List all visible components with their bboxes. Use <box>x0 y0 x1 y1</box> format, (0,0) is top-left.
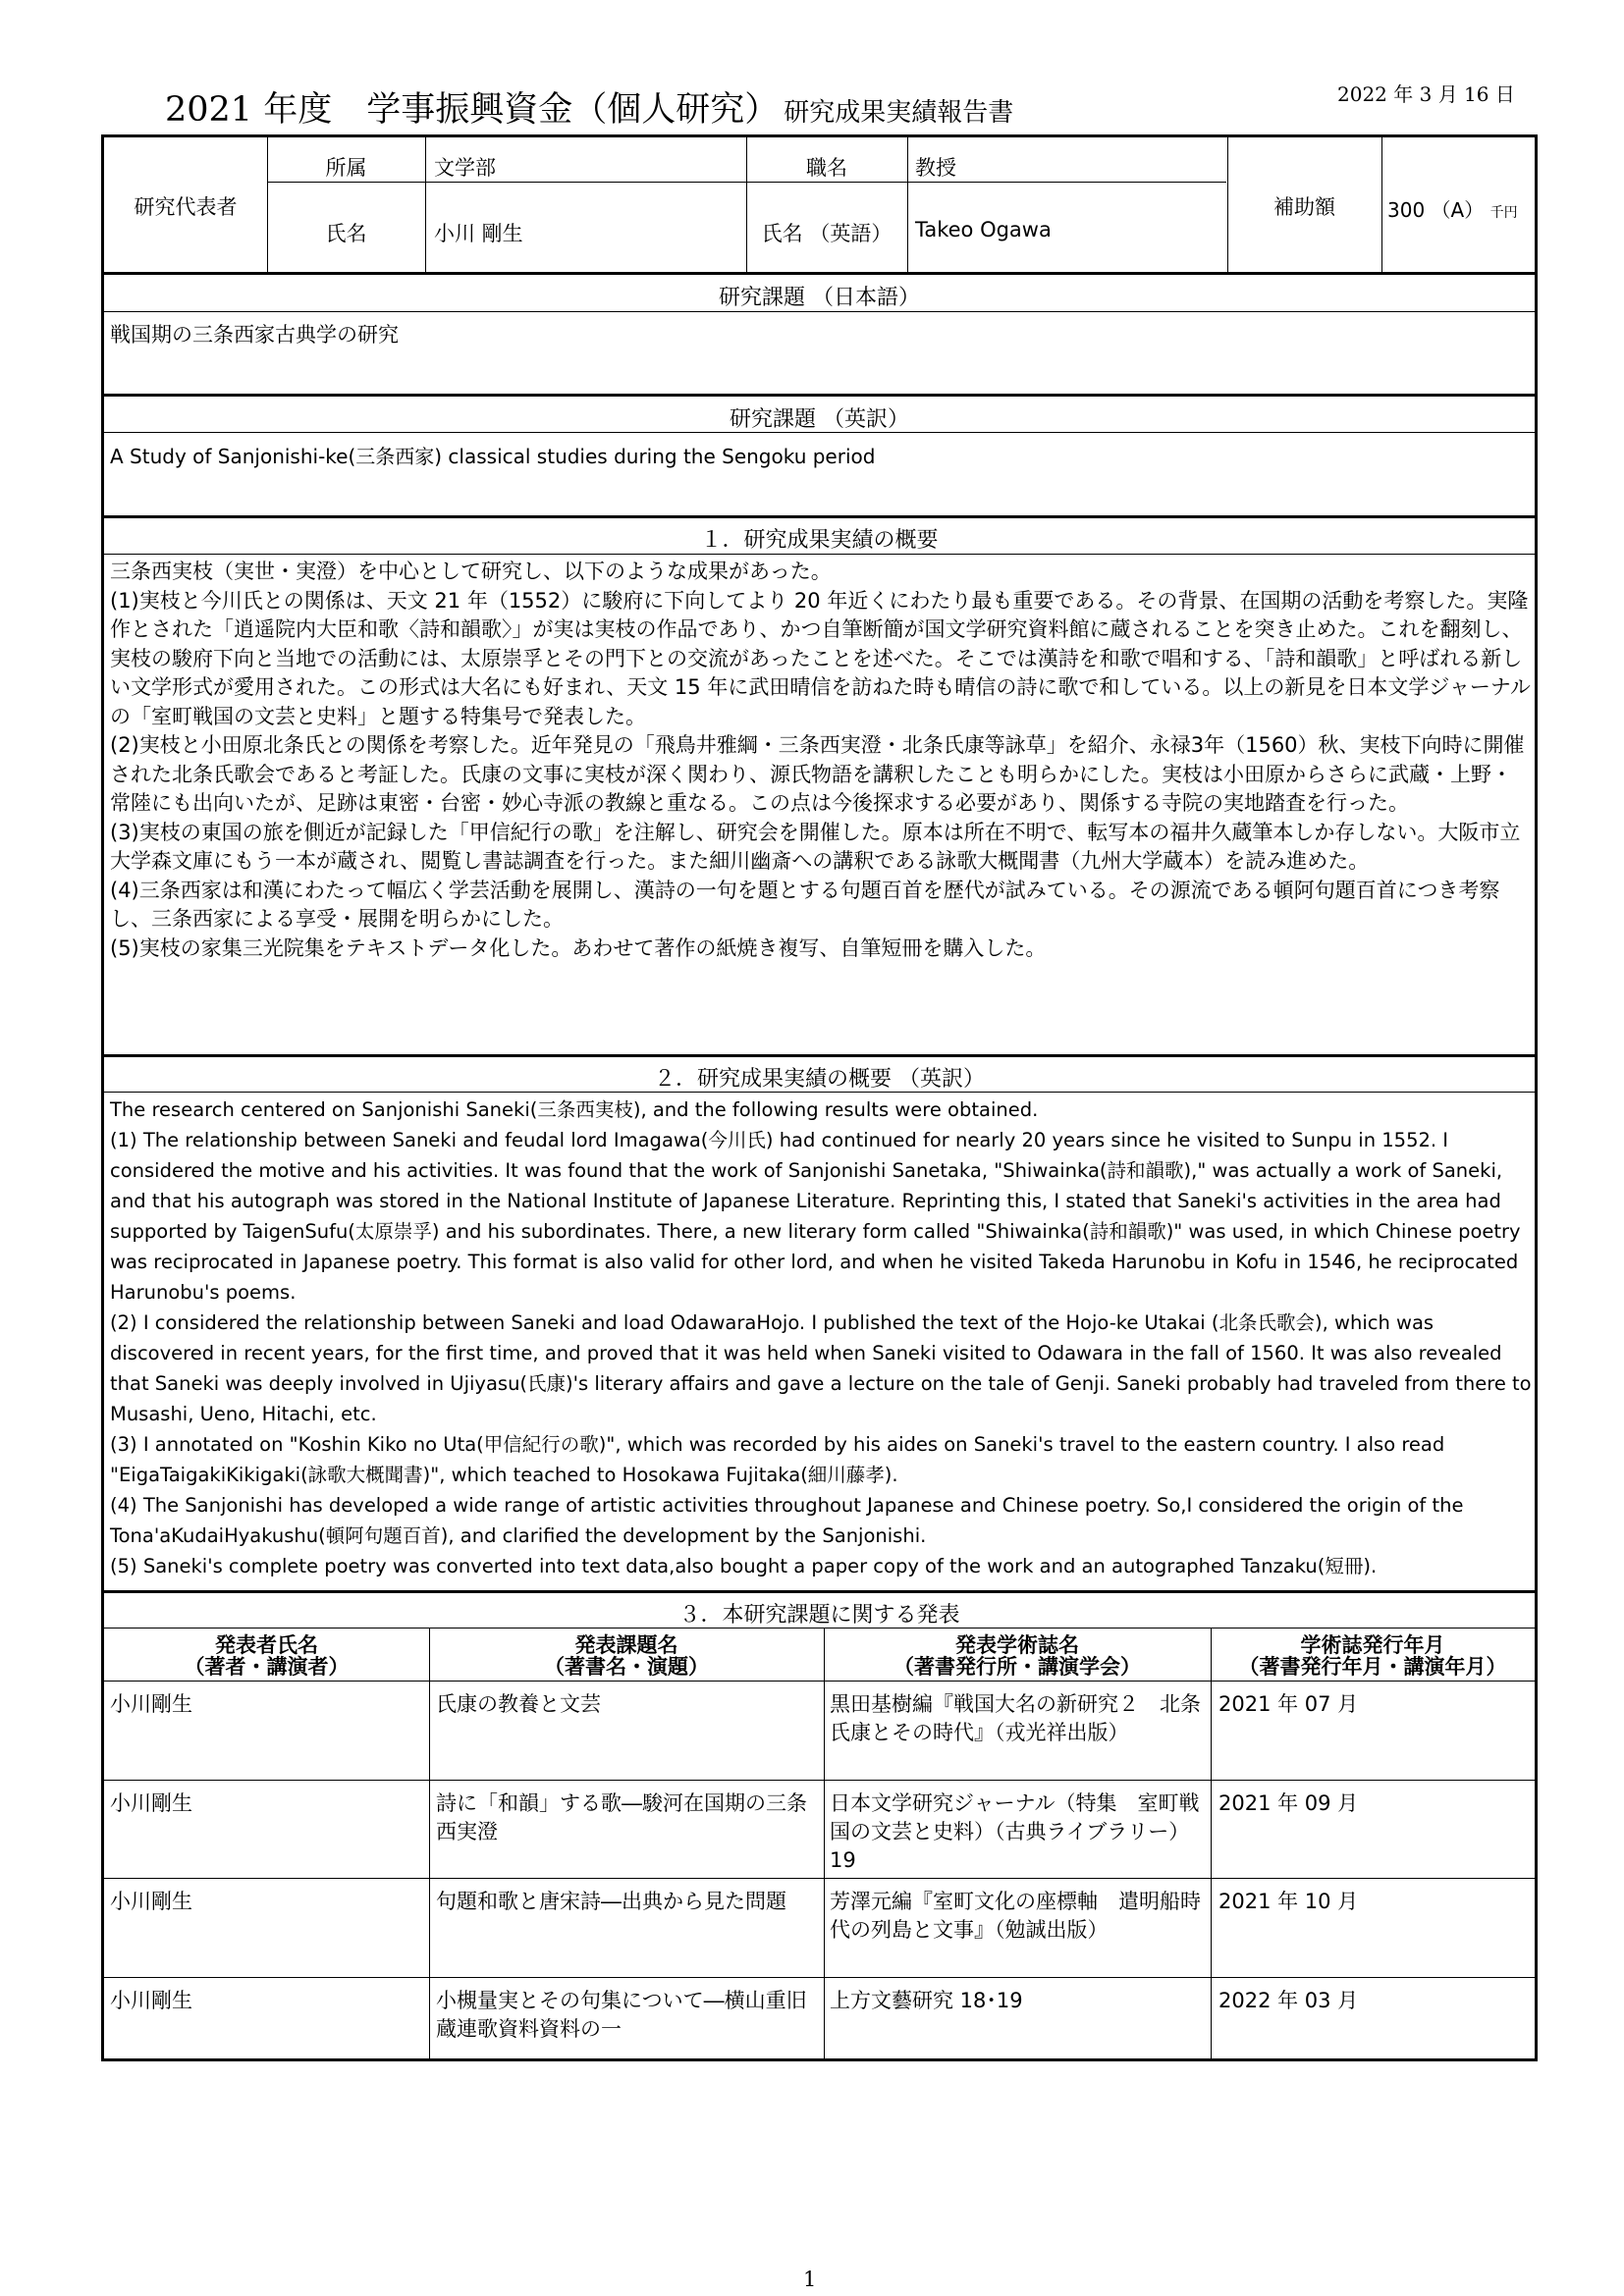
row-venue: 芳澤元編『室町文化の座標軸 遣明船時代の列島と文事』（勉誠出版） <box>830 1890 1201 1942</box>
grant-label: 補助額 <box>1273 195 1335 219</box>
topic-ja-heading: 研究課題 （日本語） <box>719 286 920 310</box>
column-header-line: （著書発行年月・講演年月） <box>1238 1655 1507 1679</box>
column-header-line: 学術誌発行年月 <box>1300 1633 1445 1657</box>
position-label: 職名 <box>806 156 847 180</box>
column-header-author <box>104 1634 429 1678</box>
representative-label: 研究代表者 <box>134 195 238 219</box>
report-date: 2022 年 3 月 16 日 <box>1337 82 1515 106</box>
row-venue: 日本文学研究ジャーナル（特集 室町戦国の文芸と史料）（古典ライブラリー）19 <box>830 1791 1200 1872</box>
title-main: 2021 年度 学事振興資金（個人研究） <box>165 90 780 130</box>
row-author: 小川剛生 <box>110 1692 192 1716</box>
row-author: 小川剛生 <box>110 1791 192 1815</box>
name-en-label: 氏名 （英語） <box>761 222 893 245</box>
grant-amount: 300 （A） <box>1387 198 1485 222</box>
summary-ja-paragraph: (3)実枝の東国の旅を側近が記録した「甲信紀行の歌」を注解し、研究会を開催した。原本は所在不明で、転写本の福井久蔵筆本しか存しない。大阪市立大学森文庫にもう一本が蔵され、閲覧し書誌調査を行った。また細川幽斎への講釈である詠歌大概聞書（九州大学蔵本）を読み進めた。 <box>110 820 1521 873</box>
column-header-date <box>1211 1634 1535 1678</box>
report-form <box>101 134 1538 2061</box>
summary-en-paragraph: (5) Saneki's complete poetry was converted into text data,also bought a paper copy of the work and an autographed Tanzaku(短冊). <box>110 1555 1378 1577</box>
summary-en-heading: ２．研究成果実績の概要 （英訳） <box>654 1067 985 1092</box>
topic-en-heading: 研究課題 （英訳） <box>730 407 909 432</box>
row-date: 2021 年 09 月 <box>1218 1791 1359 1815</box>
position-value: 教授 <box>915 156 956 180</box>
summary-ja-paragraph: (1)実枝と今川氏との関係は、天文 21 年（1552）に駿府に下向してより 20 年近くにわたり最も重要である。その背景、在国期の活動を考察した。実隆作とされた「逍遥院内大臣和歌〈詩和韻歌〉」が実は実枝の作品であり、かつ自筆断簡が国文学研究資料館に蔵されることを突き止めた。これを翻刻し、実枝の駿府下向と当地での活動には、太原崇孚とその門下との交流があったことを述べた。そこでは漢詩を和歌で唱和する、「詩和韻歌」と呼ばれる新しい文学形式が愛用された。この形式は大名にも好まれ、天文 15 年に武田晴信を訪ねた時も晴信の詩に歌で和している。以上の新見を日本文学ジャーナルの「室町戦国の文芸と史料」と題する特集号で発表した。 <box>110 588 1531 728</box>
column-header-line: （著書発行所・講演学会） <box>893 1655 1141 1679</box>
row-title: 詩に「和韻」する歌―駿河在国期の三条西実澄 <box>436 1791 807 1843</box>
name-label: 氏名 <box>325 222 367 245</box>
page-number: 1 <box>803 2268 817 2291</box>
row-date: 2021 年 10 月 <box>1218 1890 1359 1913</box>
column-header-line: 発表課題名 <box>574 1633 678 1657</box>
publications-heading: ３．本研究課題に関する発表 <box>678 1603 960 1628</box>
title-sub: 研究成果実績報告書 <box>784 98 1014 128</box>
affiliation-label: 所属 <box>325 156 367 180</box>
summary-en-paragraph: (2) I considered the relationship between Saneki and load OdawaraHojo. I published the text of the Hojo-ke Utakai (北条氏歌会), which was discovered in recent years, for the first time, and proved that it was held when Saneki visited to Odawara in the fall of 1560. It was also revealed that Saneki was deeply involved in Ujiyasu(氏康)'s literary affairs and gave a lecture on the tale of Genji. Saneki probably had traveled from there to Musashi, Ueno, Hitachi, etc. <box>110 1311 1532 1425</box>
row-date: 2021 年 07 月 <box>1218 1692 1359 1716</box>
summary-ja-paragraph: (5)実枝の家集三光院集をテキストデータ化した。あわせて著作の紙焼き複写、自筆短冊を購入した。 <box>110 935 1047 960</box>
topic-en-text: A Study of Sanjonishi-ke(三条西家) classical studies during the Sengoku period <box>110 445 876 468</box>
grant-unit: 千円 <box>1489 205 1518 221</box>
row-title: 小槻量実とその句集について―横山重旧蔵連歌資料資料の一 <box>436 1989 807 2041</box>
column-header-line: 発表者氏名 <box>215 1633 318 1657</box>
column-header-title <box>429 1634 824 1678</box>
name-en-value: Takeo Ogawa <box>915 218 1052 241</box>
row-date: 2022 年 03 月 <box>1218 1989 1359 2012</box>
row-author: 小川剛生 <box>110 1989 192 2012</box>
summary-ja-paragraph: 三条西実枝（実世・実澄）を中心として研究し、以下のような成果があった。 <box>110 560 832 583</box>
summary-en-paragraph: (1) The relationship between Saneki and feudal lord Imagawa(今川氏) had continued for nearly 20 years since he visited to Sunpu in 1552. I considered the motive and his activities. It was found that the work of Sanjonishi Sanetaka, "Shiwainka(詩和韻歌)," was actually a work of Saneki, and that his autograph was stored in the National Institute of Japanese Literature. Reprinting this, I stated that Saneki's activities in the area had supported by TaigenSufu(太原崇孚) and his subordinates. There, a new literary form called "Shiwainka(詩和韻歌)" was used, in which Chinese poetry was reciprocated in Japanese poetry. This format is also valid for other lord, and when he visited Takeda Harunobu in Kofu in 1546, he reciprocated Harunobu's poems. <box>110 1129 1521 1304</box>
summary-en-paragraph: The research centered on Sanjonishi Saneki(三条西実枝), and the following results were obtained. <box>110 1098 1039 1121</box>
column-header-venue <box>824 1634 1211 1678</box>
row-venue: 黒田基樹編『戦国大名の新研究２ 北条氏康とその時代』（戎光祥出版） <box>830 1692 1201 1744</box>
affiliation-value: 文学部 <box>434 156 496 180</box>
column-header-line: （著書名・演題） <box>544 1655 709 1679</box>
summary-en-paragraph: (3) I annotated on "Koshin Kiko no Uta(甲信紀行の歌)", which was recorded by his aides on Saneki's travel to the eastern country. I also read "EigaTaigakiKikigaki(詠歌大概聞書)", which teached to Hosokawa Fujitaka(細川藤孝). <box>110 1433 1445 1486</box>
summary-ja-paragraph: (4)三条西家は和漢にわたって幅広く学芸活動を展開し、漢詩の一句を題とする句題百首を歴代が試みている。その源流である頓阿句題百首につき考察し、三条西家による享受・展開を明らかにした。 <box>110 878 1500 931</box>
topic-ja-text: 戦国期の三条西家古典学の研究 <box>110 323 399 347</box>
grant-value <box>1387 194 1518 223</box>
row-author: 小川剛生 <box>110 1890 192 1913</box>
summary-ja-body <box>110 558 1532 963</box>
summary-en-body <box>110 1095 1532 1581</box>
column-header-line: 発表学術誌名 <box>955 1633 1079 1657</box>
row-title: 氏康の教養と文芸 <box>436 1692 601 1716</box>
column-header-line: （著者・講演者） <box>184 1655 350 1679</box>
summary-ja-heading: １．研究成果実績の概要 <box>700 528 939 553</box>
summary-en-paragraph: (4) The Sanjonishi has developed a wide range of artistic activities throughout Japanese and Chinese poetry. So,I considered the origin of the Tona'aKudaiHyakushu(頓阿句題百首), and clarified the development by the Sanjonishi. <box>110 1494 1464 1547</box>
page-title <box>165 82 1013 132</box>
name-value: 小川 剛生 <box>434 222 523 245</box>
row-title: 句題和歌と唐宋詩―出典から見た問題 <box>436 1890 786 1913</box>
summary-ja-paragraph: (2)実枝と小田原北条氏との関係を考察した。近年発見の「飛鳥井雅綱・三条西実澄・北条氏康等詠草」を紹介、永禄3年（1560）秋、実枝下向時に開催された北条氏歌会であると考証した。氏康の文事に実枝が深く関わり、源氏物語を講釈したことも明らかにした。実枝は小田原からさらに武蔵・上野・常陸にも出向いたが、足跡は東密・台密・妙心寺派の教線と重なる。この点は今後探求する必要があり、関係する寺院の実地踏査を行った。 <box>110 733 1525 815</box>
row-venue: 上方文藝研究 18･19 <box>830 1989 1023 2012</box>
